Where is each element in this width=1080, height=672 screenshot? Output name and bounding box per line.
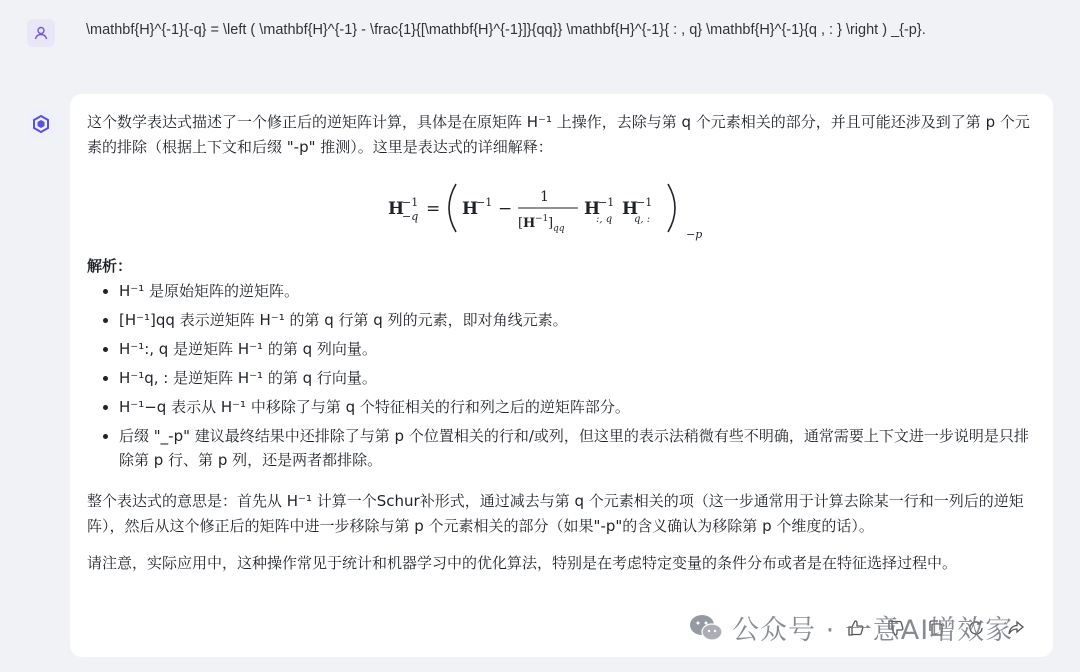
svg-text:−q: −q bbox=[402, 210, 419, 223]
svg-text:q, :: q, : bbox=[634, 214, 651, 225]
user-icon bbox=[33, 25, 49, 41]
list-item: • H⁻¹−q 表示从 H⁻¹ 中移除了与第 q 个特征相关的行和列之后的逆矩阵部分。 bbox=[119, 395, 1037, 419]
response-content bbox=[87, 110, 1037, 576]
svg-text:−1: −1 bbox=[598, 196, 615, 209]
svg-text:[: [ bbox=[518, 216, 524, 231]
svg-text:H: H bbox=[523, 216, 536, 231]
user-message-row bbox=[0, 0, 1080, 90]
svg-text:H: H bbox=[622, 199, 639, 219]
svg-text:−: − bbox=[498, 199, 513, 219]
bullet-list bbox=[87, 279, 1037, 472]
user-message-text: \mathbf{H}^{-1}{-q} = \left ( \mathbf{H}^{-1} - \frac{1}{[\mathbf{H}^{-1}]}{qq}} \mathbf{H}^{-1}{ : , q} \mathbf{H}^{-1}{q , : } \right ) _{-p}. bbox=[86, 22, 926, 38]
formula-svg bbox=[382, 168, 742, 248]
svg-text:=: = bbox=[426, 199, 441, 219]
svg-text:−1: −1 bbox=[636, 196, 653, 209]
list-item: • 后缀 "_-p" 建议最终结果中还排除了与第 p 个位置相关的行和/或列，但这里的表示法稍微有些不明确，通常需要上下文进一步说明是只排除第 p 行、第 p 列，还是两者都排除。 bbox=[119, 424, 1037, 472]
list-item: • [H⁻¹]qq 表示逆矩阵 H⁻¹ 的第 q 行第 q 列的元素，即对角线元素。 bbox=[119, 308, 1037, 332]
response-intro: 这个数学表达式描述了一个修正后的逆矩阵计算，具体是在原矩阵 H⁻¹ 上操作，去除与第 q 个元素相关的部分，并且可能还涉及到了第 p 个元素的排除（根据上下文和后缀 "-p" 推测）。这里是表达式的详细解释： bbox=[87, 113, 1030, 156]
svg-text:1: 1 bbox=[540, 189, 549, 205]
user-avatar bbox=[27, 19, 55, 47]
svg-text:H: H bbox=[388, 199, 405, 219]
assistant-logo-icon bbox=[31, 114, 51, 134]
svg-text:H: H bbox=[584, 199, 601, 219]
response-summary: 整个表达式的意思是：首先从 H⁻¹ 计算一个Schur补形式，通过减去与第 q 个元素相关的项（这一步通常用于计算去除某一行和一列后的逆矩阵），然后从这个修正后的矩阵中进一步移除与第 p 个元素相关的部分（如果"-p"的含义确认为移除第 p 个维度的话）。 bbox=[87, 492, 1024, 535]
watermark bbox=[688, 608, 1013, 647]
list-item: • H⁻¹:, q 是逆矩阵 H⁻¹ 的第 q 列向量。 bbox=[119, 337, 1037, 361]
list-item: • H⁻¹ 是原始矩阵的逆矩阵。 bbox=[119, 279, 1037, 303]
list-item: • H⁻¹q, : 是逆矩阵 H⁻¹ 的第 q 行向量。 bbox=[119, 366, 1037, 390]
formula-display bbox=[87, 162, 1037, 254]
assistant-response-card bbox=[70, 94, 1053, 657]
svg-text::, q: :, q bbox=[596, 214, 613, 225]
svg-text:]: ] bbox=[548, 216, 554, 231]
wechat-icon bbox=[688, 613, 724, 643]
section-title: 解析： bbox=[87, 257, 133, 275]
response-note: 请注意，实际应用中，这种操作常见于统计和机器学习中的优化算法，特别是在考虑特定变量的条件分布或者是在特征选择过程中。 bbox=[87, 554, 958, 572]
svg-text:−p: −p bbox=[686, 228, 703, 241]
svg-text:−1: −1 bbox=[402, 196, 419, 209]
svg-text:−1: −1 bbox=[476, 196, 493, 209]
svg-text:H: H bbox=[462, 199, 479, 219]
svg-text:qq: qq bbox=[553, 224, 565, 234]
assistant-avatar bbox=[27, 110, 55, 138]
svg-text:−1: −1 bbox=[535, 214, 549, 224]
watermark-text: 公众号 · 一意AI增效家 bbox=[732, 615, 1014, 646]
